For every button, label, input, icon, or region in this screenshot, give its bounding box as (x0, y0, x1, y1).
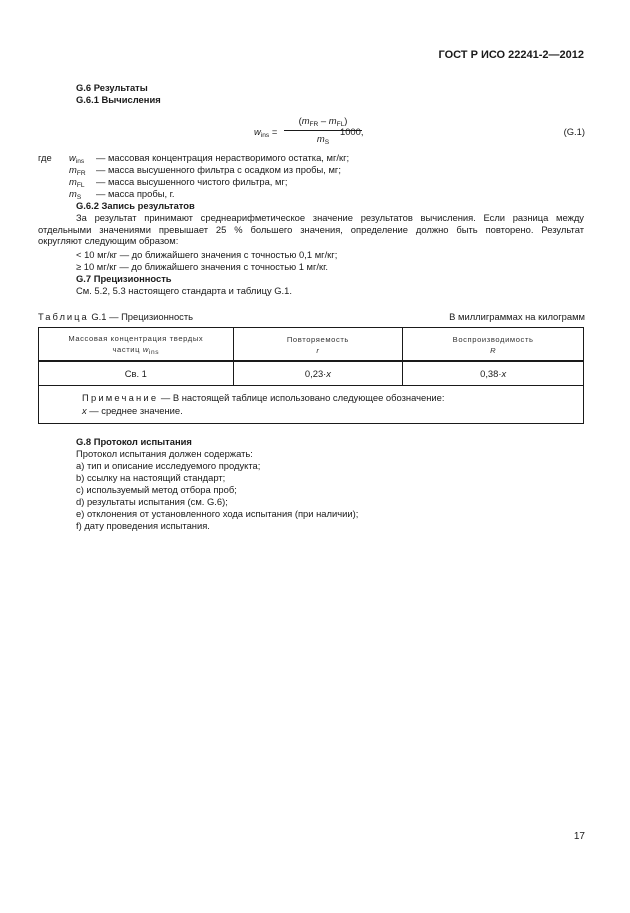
protocol-item: e) отклонения от установленного хода испытания (при наличии); (76, 508, 359, 519)
results-paragraph (38, 212, 584, 247)
protocol-item: f) дату проведения испытания. (76, 520, 210, 531)
table-header-row (39, 328, 584, 362)
table-row (39, 361, 584, 385)
section-title-g7: G.7 Прецизионность (76, 273, 172, 284)
table-header-cell: Воспроизводимость R (403, 328, 584, 362)
table-cell: Св. 1 (39, 361, 234, 385)
table-units: В миллиграммах на килограмм (449, 311, 585, 322)
definition-symbol: $m_{FR}$ (69, 164, 86, 177)
paragraph-line: округляют следующим образом: (38, 235, 179, 247)
definition-text: — масса пробы, г. (96, 188, 175, 199)
formula-numerator: $(m_{FR} - m_{FL})$ (284, 115, 362, 131)
definition-text: — масса высушенного фильтра с осадком из пробы, мг; (96, 164, 341, 175)
rounding-rule: ≥ 10 мг/кг — до ближайшего значения с точностью 1 мг/кг. (76, 261, 328, 272)
precision-table (38, 327, 584, 424)
formula-lhs: $w_{ins}$ = (254, 126, 278, 139)
formula-number: (G.1) (563, 126, 585, 137)
formula-multiplier: 1000, (340, 126, 364, 137)
protocol-item: a) тип и описание исследуемого продукта; (76, 460, 261, 471)
section-title-g8: G.8 Протокол испытания (76, 436, 192, 447)
section-title-g6-2: G.6.2 Запись результатов (76, 200, 195, 211)
definition-symbol: $w_{ins}$ (69, 152, 85, 165)
protocol-item: c) используемый метод отбора проб; (76, 484, 237, 495)
table-header-cell: Повторяемость r (233, 328, 403, 362)
paragraph-line: За результат принимают среднеарифметическое значение результатов вычисления. Если разница между (76, 212, 584, 223)
protocol-item: b) ссылку на настоящий стандарт; (76, 472, 226, 483)
definition-symbol: $m_S$ (69, 188, 82, 201)
page-number: 17 (573, 831, 585, 842)
definition-symbol: $m_{FL}$ (69, 176, 85, 189)
rounding-rule: < 10 мг/кг — до ближайшего значения с точностью 0,1 мг/кг; (76, 249, 338, 260)
section-title-g6-1: G.6.1 Вычисления (76, 94, 161, 105)
table-note-row (39, 385, 584, 423)
table-note: Примечание — В настоящей таблице использовано следующее обозначение: x — среднее значение. (39, 385, 584, 423)
table-cell: 0,23·x (233, 361, 403, 385)
section-title-g6: G.6 Результаты (76, 82, 148, 93)
precision-reference: См. 5.2, 5.3 настоящего стандарта и таблицу G.1. (76, 285, 292, 296)
definition-text: — массовая концентрация нерастворимого остатка, мг/кг; (96, 152, 350, 163)
protocol-item: d) результаты испытания (см. G.6); (76, 496, 228, 507)
table-caption: Таблица G.1 — Прецизионность (38, 311, 194, 322)
protocol-intro: Протокол испытания должен содержать: (76, 448, 253, 459)
paragraph-line: отдельными значениями превышает 25 % большего значения, определение должно быть повторено. Результат (38, 223, 584, 235)
definition-text: — масса высушенного чистого фильтра, мг; (96, 176, 288, 187)
where-label: где (38, 152, 52, 163)
document-header: ГОСТ Р ИСО 22241-2—2012 (438, 49, 584, 61)
formula-denominator: $m_S$ (316, 132, 330, 146)
table-header-cell: Массовая концентрация твердых частиц wins (39, 328, 234, 362)
table-cell: 0,38·x (403, 361, 584, 385)
